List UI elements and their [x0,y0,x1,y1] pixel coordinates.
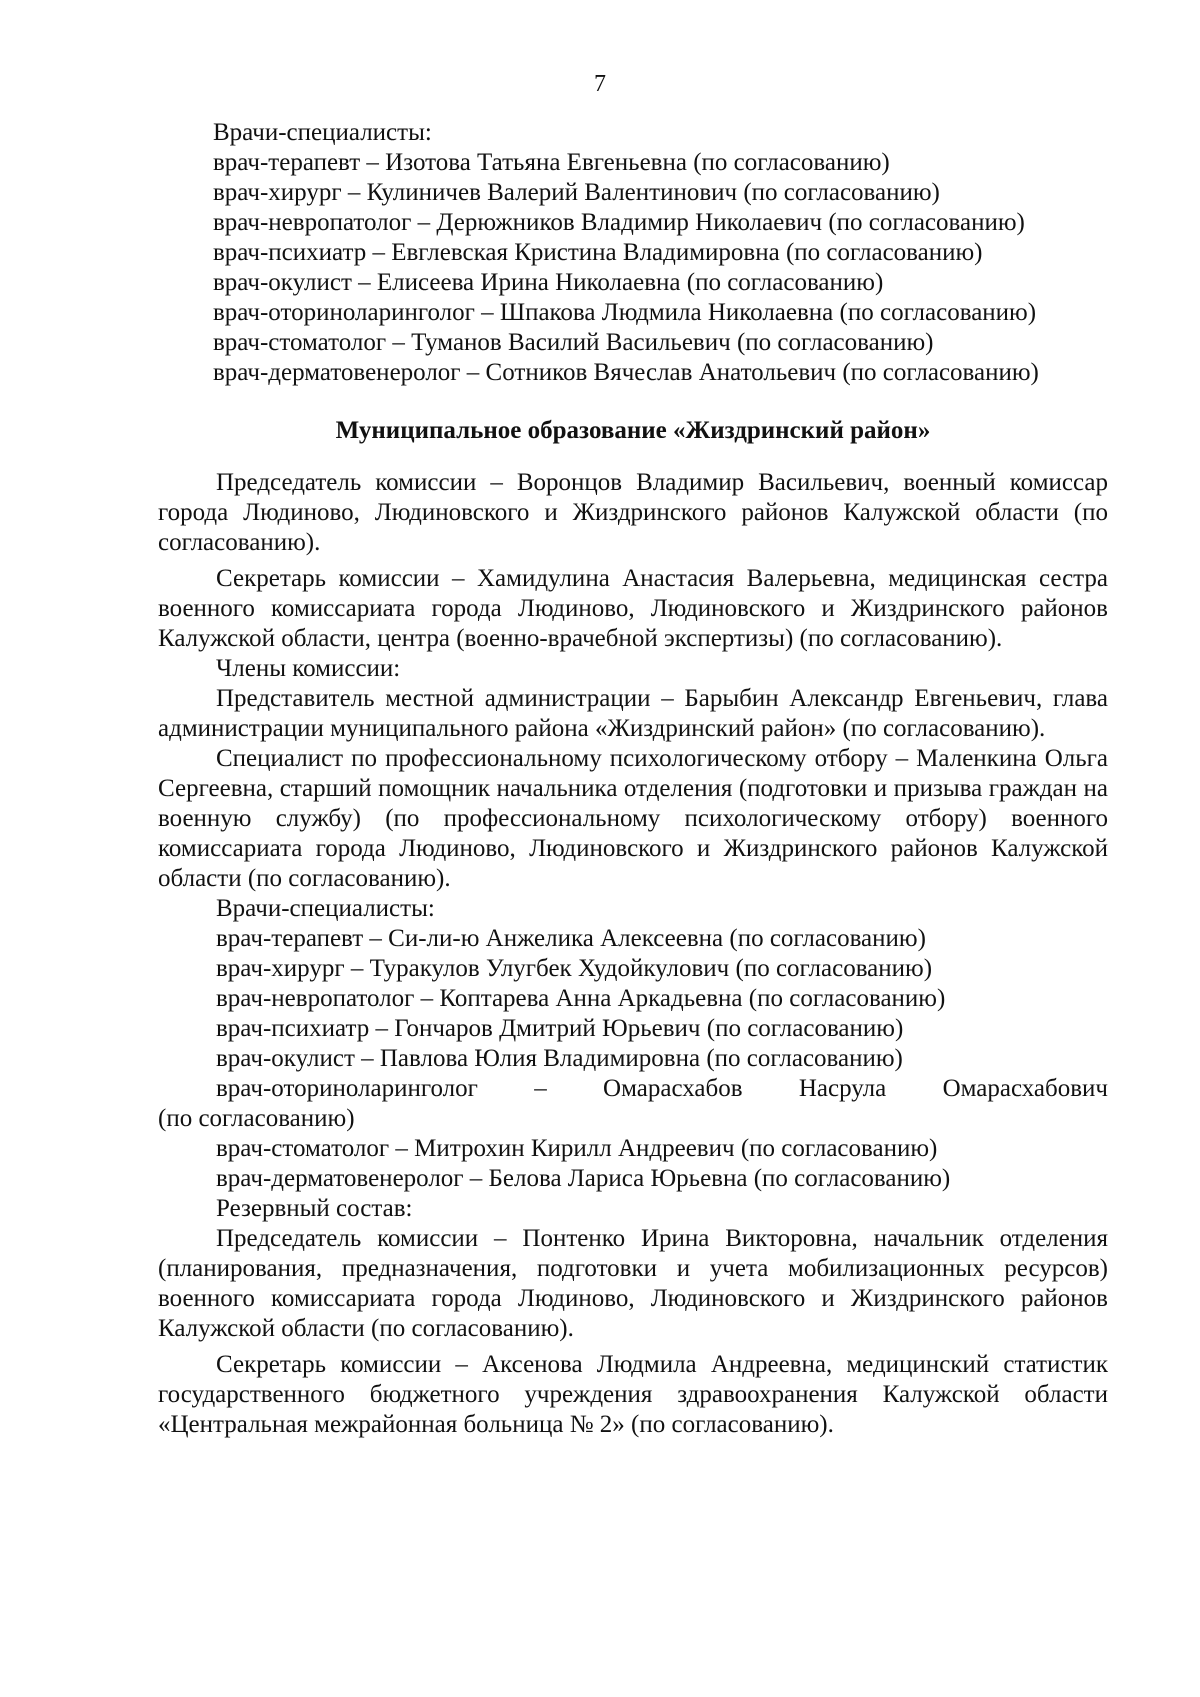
page-number: 7 [594,71,606,97]
doctors-header: Врачи-специалисты: [216,895,435,922]
reserve-header: Резервный состав: [216,1195,413,1222]
doctor-line: врач-дерматовенеролог – Белова Лариса Юрьевна (по согласованию) [216,1165,951,1192]
doctor-line: врач-оториноларинголог – Шпакова Людмила Николаевна (по согласованию) [213,299,1037,326]
doctor-line: врач-терапевт – Изотова Татьяна Евгеньевна (по согласованию) [213,149,890,176]
doctor-line: врач-окулист – Павлова Юлия Владимировна (по согласованию) [216,1045,903,1072]
doctor-line: врач-дерматовенеролог – Сотников Вячеслав Анатольевич (по согласованию) [213,359,1039,386]
ent-surname: Омарасхабов [603,1075,743,1102]
doctor-line: врач-психиатр – Евглевская Кристина Владимировна (по согласованию) [213,239,983,266]
doctor-line: врач-окулист – Елисеева Ирина Николаевна (по согласованию) [213,269,884,296]
ent-name: Насрула [798,1075,887,1102]
doctor-line: врач-хирург – Туракулов Улугбек Худойкулович (по согласованию) [216,955,933,982]
ent-dash: – [534,1075,547,1102]
reserve-chairman-paragraph: Председатель комиссии – Понтенко Ирина Викторовна, начальник отделения (планирования, предназначения, подготовки и учета мобилизационных ресурсов) военного комиссариата города Людиново, Людиновского и Жиздринского районов Калужской области (по согласованию). [158,1225,1108,1342]
psych-specialist-paragraph: Специалист по профессиональному психологическому отбору – Маленкина Ольга Сергеевна, старший помощник начальника отделения (подготовки и призыва граждан на военную службу) (по профессиональному психологическому отбору) военного комиссариата города Людиново, Людиновского и Жиздринского районов Калужской области (по согласованию). [158,745,1108,892]
doctor-line: врач-стоматолог – Митрохин Кирилл Андреевич (по согласованию) [216,1135,938,1162]
doctor-line: врач-терапевт – Си-ли-ю Анжелика Алексеевна (по согласованию) [216,925,926,952]
doctor-line: врач-хирург – Кулиничев Валерий Валентинович (по согласованию) [213,179,940,206]
reserve-secretary-paragraph: Секретарь комиссии – Аксенова Людмила Андреевна, медицинский статистик государственного бюджетного учреждения здравоохранения Калужской области «Центральная межрайонная больница № 2» (по согласованию). [158,1351,1108,1438]
members-header: Члены комиссии: [216,655,401,682]
doctor-line: врач-невропатолог – Дерюжников Владимир Николаевич (по согласованию) [213,209,1025,236]
ent-doctor-line [158,1074,1108,1104]
ent-patronymic: Омарасхабович [942,1075,1108,1102]
admin-representative-paragraph: Представитель местной администрации – Барыбин Александр Евгеньевич, глава администрации муниципального района «Жиздринский район» (по согласованию). [158,685,1108,742]
doctor-line: врач-стоматолог – Туманов Василий Васильевич (по согласованию) [213,329,934,356]
section-heading: Муниципальное образование «Жиздринский район» [335,417,931,444]
doctors-header: Врачи-специалисты: [213,119,432,146]
doctor-line: врач-невропатолог – Коптарева Анна Аркадьевна (по согласованию) [216,985,946,1012]
ent-role: врач-оториноларинголог [216,1075,478,1102]
doctor-line: врач-психиатр – Гончаров Дмитрий Юрьевич (по согласованию) [216,1015,904,1042]
ent-doctor-tail: (по согласованию) [158,1105,355,1132]
document-body [158,118,1108,1440]
secretary-paragraph: Секретарь комиссии – Хамидулина Анастасия Валерьевна, медицинская сестра военного комиссариата города Людиново, Людиновского и Жиздринского районов Калужской области, центра (военно-врачебной экспертизы) (по согласованию). [158,565,1108,652]
doctors-list-previous-district [158,118,1108,388]
chairman-paragraph: Председатель комиссии – Воронцов Владимир Васильевич, военный комиссар города Людиново, Людиновского и Жиздринского районов Калужской области (по согласованию). [158,469,1108,556]
